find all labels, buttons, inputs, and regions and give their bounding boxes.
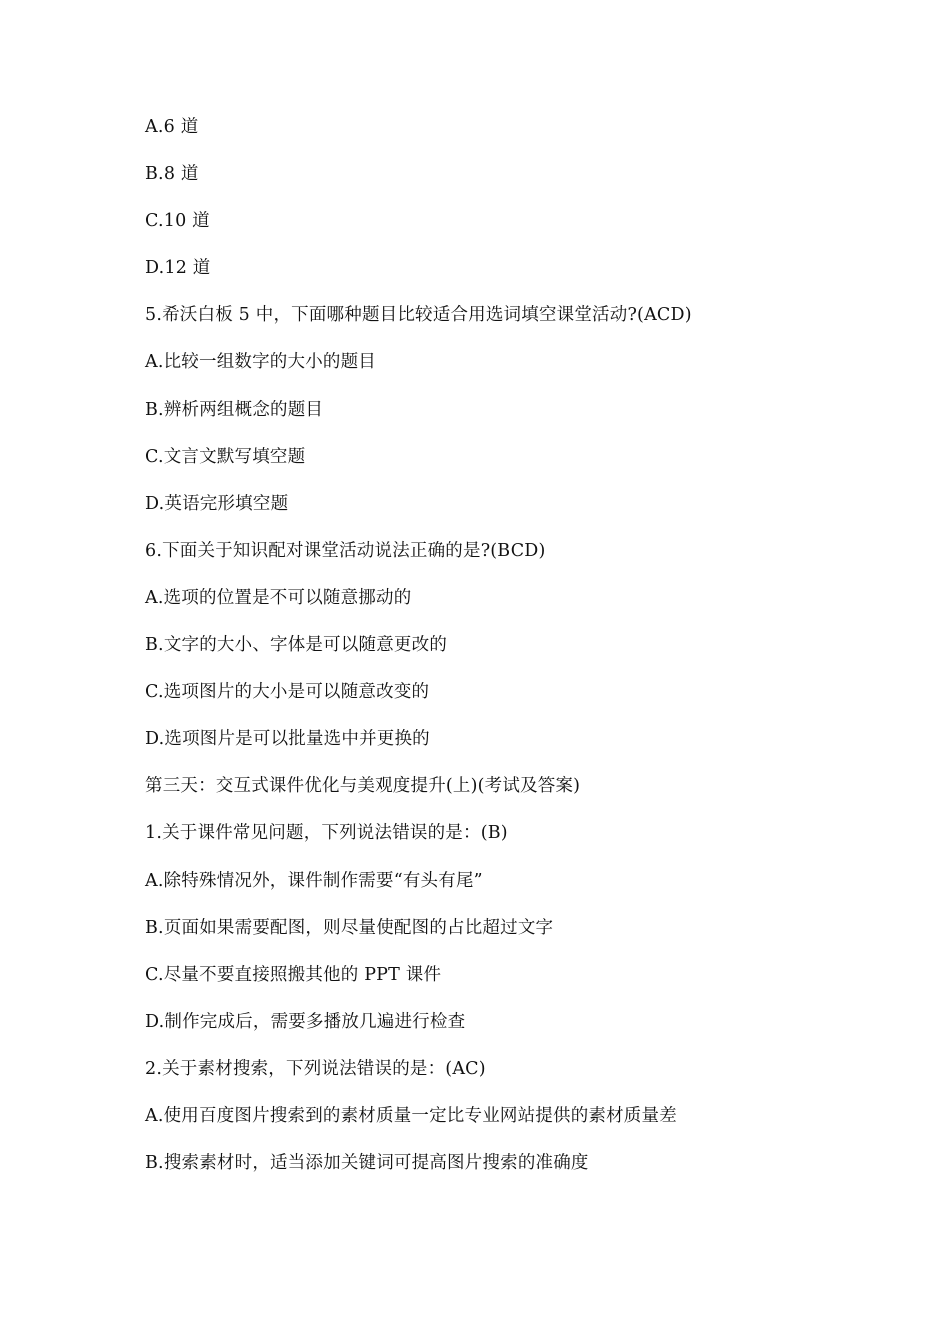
day3-question-1: 1.关于课件常见问题，下列说法错误的是：(B) [145,823,508,844]
option-a-count: A.6 道 [145,117,199,137]
question-6-option-d: D.选项图片是可以批量选中并更换的 [145,729,430,750]
day3-question-1-option-b: B.页面如果需要配图，则尽量使配图的占比超过文字 [145,917,554,938]
question-6: 6.下面关于知识配对课堂活动说法正确的是?(BCD) [145,540,546,561]
section-heading-day-3: 第三天：交互式课件优化与美观度提升(上)(考试及答案) [145,776,581,797]
question-5-option-b: B.辨析两组概念的题目 [145,399,324,420]
option-d-count: D.12 道 [145,258,211,279]
question-5-option-a: A.比较一组数字的大小的题目 [145,352,376,373]
question-5-option-c: C.文言文默写填空题 [145,446,306,467]
option-b-count: B.8 道 [145,164,199,185]
question-5: 5.希沃白板 5 中，下面哪种题目比较适合用选词填空课堂活动?(ACD) [145,305,692,326]
day3-question-2: 2.关于素材搜索，下列说法错误的是：(AC) [145,1058,486,1079]
document-body [145,112,905,1195]
day3-question-2-option-a: A.使用百度图片搜索到的素材质量一定比专业网站提供的素材质量差 [145,1105,677,1126]
question-6-option-a: A.选项的位置是不可以随意挪动的 [145,587,412,608]
day3-question-1-option-a: A.除特殊情况外，课件制作需要“有头有尾” [145,870,483,891]
question-6-option-b: B.文字的大小、字体是可以随意更改的 [145,635,448,656]
day3-question-1-option-c: C.尽量不要直接照搬其他的 PPT 课件 [145,964,442,985]
option-c-count: C.10 道 [145,211,210,232]
question-5-option-d: D.英语完形填空题 [145,493,289,514]
day3-question-2-option-b: B.搜索素材时，适当添加关键词可提高图片搜索的准确度 [145,1153,589,1174]
question-6-option-c: C.选项图片的大小是可以随意改变的 [145,682,430,703]
day3-question-1-option-d: D.制作完成后，需要多播放几遍进行检查 [145,1011,466,1032]
